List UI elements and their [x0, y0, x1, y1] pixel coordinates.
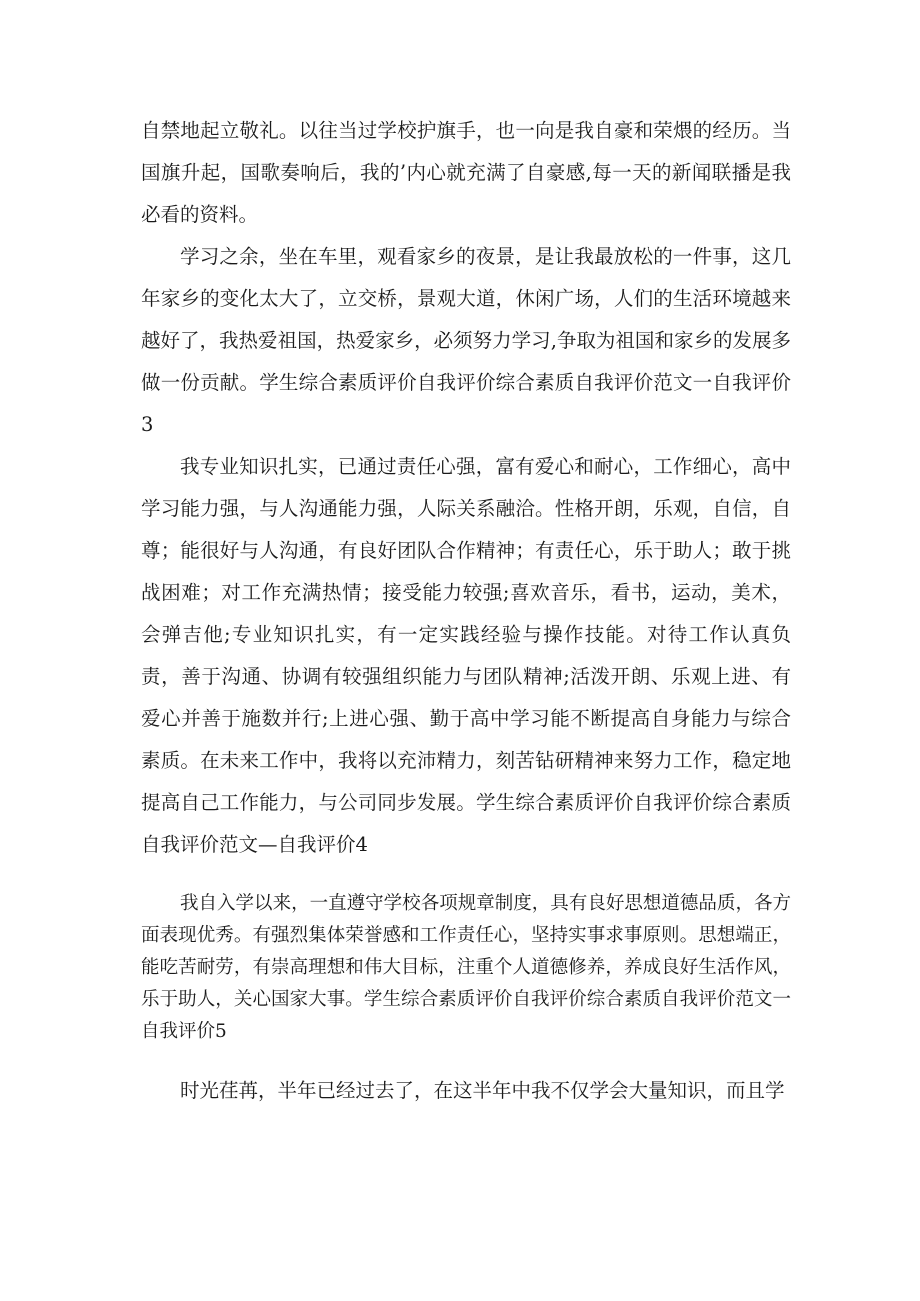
- paragraph-1: 自禁地起立敬礼。以往当过学校护旗手，也一向是我自豪和荣煨的经历。当国旗升起，国歌奏响后，我的’内心就充满了自豪感,每一天的新闻联播是我必看的资料。: [141, 119, 791, 226]
- document-body: [141, 110, 791, 1112]
- paragraph-4: 我自入学以来，一直遵守学校各项规章制度，具有良好思想道德品质，各方面表现优秀。有强烈集体荣誉感和工作责任心，坚持实事求事原则。思想端正，能吃苦耐劳，有崇高理想和伟大目标，注重个人道德修养，养成良好生活作风，乐于助人，关心国家大事。学生综合素质评价自我评价综合素质自我评价范文一自我评价5: [141, 893, 791, 1042]
- paragraph-2: 学习之余，坐在车里，观看家乡的夜景，是让我最放松的一件事，这几年家乡的变化太大了，立交桥，景观大道，休闲广场，人们的生活环境越来越好了，我热爱祖国，热爱家乡，必须努力学习,争取为祖国和家乡的发展多做一份贡献。学生综合素质评价自我评价综合素质自我评价范文一自我评价3: [141, 245, 791, 436]
- paragraph-5: 时光荏苒，半年已经过去了，在这半年中我不仅学会大量知识，而且学: [180, 1079, 785, 1102]
- paragraph-3: 我专业知识扎实，已通过责任心强，富有爱心和耐心，工作细心，高中学习能力强，与人沟通能力强，人际关系融洽。性格开朗，乐观，自信，自尊；能很好与人沟通，有良好团队合作精神；有责任心，乐于助人；敢于挑战困难；对工作充满热情；接受能力较强;喜欢音乐，看书，运动，美术，会弹吉他;专业知识扎实，有一定实践经验与操作技能。对待工作认真负责，善于沟通、协调有较强组织能力与团队精神;活泼开朗、乐观上进、有爱心并善于施数并行;上进心强、勤于高中学习能不断提高自身能力与综合素质。在未来工作中，我将以充沛精力，刻苦钻研精神来努力工作，稳定地提高自己工作能力，与公司同步发展。学生综合素质评价自我评价综合素质自我评价范文—自我评价4: [141, 455, 791, 856]
